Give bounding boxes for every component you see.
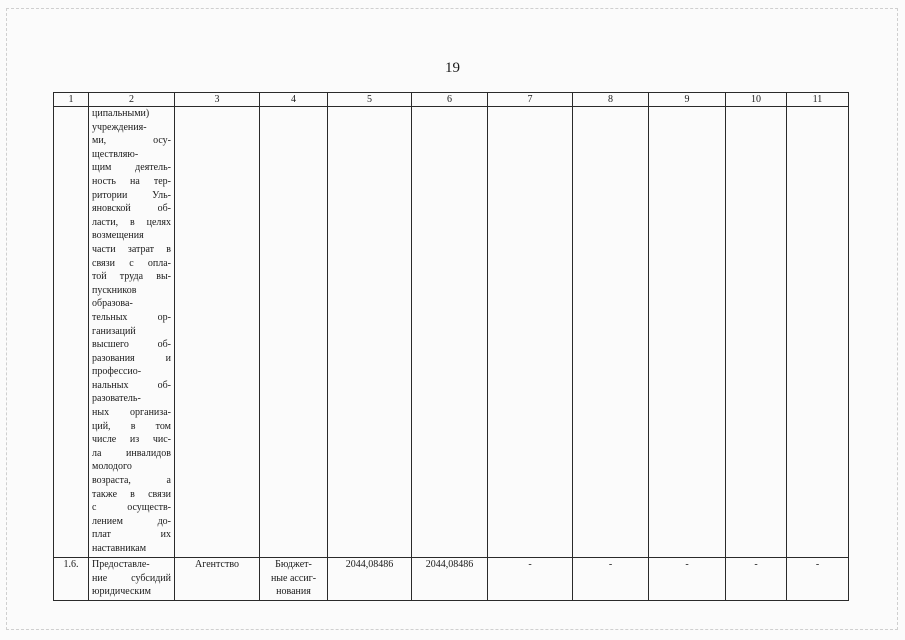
- text-line: пускников: [92, 284, 137, 296]
- text-line: ций, в том: [92, 420, 171, 432]
- text-line: ществляю-: [92, 148, 139, 160]
- column-header: 5: [328, 93, 412, 107]
- cell-description-continued: [89, 107, 175, 558]
- text-line: разователь-: [92, 393, 141, 405]
- funding-source-lines: [263, 558, 324, 599]
- column-number-header-row: [54, 93, 849, 107]
- text-line: связи с опла-: [92, 257, 171, 269]
- cell-number: [54, 107, 89, 558]
- description-lines: [92, 107, 171, 556]
- text-line: лением до-: [92, 515, 171, 527]
- text-line: с осуществ-: [92, 502, 171, 514]
- text-line: профессио-: [92, 366, 142, 378]
- cell-empty: [649, 107, 726, 558]
- cell-dash: -: [573, 558, 649, 601]
- text-line: образова-: [92, 298, 133, 310]
- text-line: Бюджет-: [275, 559, 312, 570]
- text-line: ные ассиг-: [270, 572, 317, 584]
- text-line: нальных об-: [92, 379, 171, 391]
- text-line: ми, осу-: [92, 135, 171, 147]
- text-line: щим деятель-: [92, 162, 171, 174]
- cell-empty: [175, 107, 260, 558]
- column-header: 6: [412, 93, 488, 107]
- text-line: разования и: [92, 352, 171, 364]
- cell-empty: [260, 107, 328, 558]
- text-line: наставникам: [92, 543, 147, 554]
- column-header: 9: [649, 93, 726, 107]
- text-line: возмещения: [92, 230, 144, 242]
- text-line: числе из чис-: [92, 434, 171, 446]
- cell-executor: Агентство: [175, 558, 260, 601]
- cell-empty: [573, 107, 649, 558]
- column-header: 7: [488, 93, 573, 107]
- text-line: учреждения-: [92, 121, 147, 133]
- budget-table: [53, 92, 849, 601]
- text-line: молодого: [92, 461, 132, 473]
- cell-empty: [412, 107, 488, 558]
- cell-empty: [488, 107, 573, 558]
- text-line: высшего об-: [92, 339, 171, 351]
- text-line: ность на тер-: [92, 175, 171, 187]
- cell-amount-total: 2044,08486: [328, 558, 412, 601]
- cell-amount-year: 2044,08486: [412, 558, 488, 601]
- table-row-1-6: [54, 558, 849, 601]
- text-line: Предоставле-: [92, 559, 150, 570]
- cell-dash: -: [726, 558, 787, 601]
- column-header: 8: [573, 93, 649, 107]
- text-line: ципальными): [92, 108, 150, 119]
- cell-dash: -: [787, 558, 849, 601]
- column-header: 4: [260, 93, 328, 107]
- column-header: 1: [54, 93, 89, 107]
- text-line: нования: [276, 586, 311, 598]
- text-line: яновской об-: [92, 203, 171, 215]
- text-line: части затрат в: [92, 243, 171, 255]
- text-line: ние субсидий: [92, 572, 171, 584]
- cell-empty: [787, 107, 849, 558]
- column-header: 2: [89, 93, 175, 107]
- cell-dash: -: [488, 558, 573, 601]
- cell-funding-source: [260, 558, 328, 601]
- text-line: ласти, в целях: [92, 216, 171, 228]
- text-line: ганизаций: [92, 325, 136, 337]
- text-line: ла инвалидов: [92, 447, 171, 459]
- text-line: юридическим: [92, 586, 151, 598]
- cell-dash: -: [649, 558, 726, 601]
- description-lines: [92, 558, 171, 599]
- cell-description: [89, 558, 175, 601]
- page-number: 19: [445, 60, 460, 76]
- cell-empty: [726, 107, 787, 558]
- table-row-continued: [54, 107, 849, 558]
- text-line: ных организа-: [92, 407, 171, 419]
- text-line: той труда вы-: [92, 271, 171, 283]
- text-line: также в связи: [92, 488, 171, 500]
- text-line: тельных ор-: [92, 311, 171, 323]
- column-header: 10: [726, 93, 787, 107]
- cell-empty: [328, 107, 412, 558]
- column-header: 11: [787, 93, 849, 107]
- text-line: плат их: [92, 529, 171, 541]
- cell-number: 1.6.: [54, 558, 89, 601]
- text-line: возраста, а: [92, 475, 171, 487]
- text-line: ритории Уль-: [92, 189, 171, 201]
- column-header: 3: [175, 93, 260, 107]
